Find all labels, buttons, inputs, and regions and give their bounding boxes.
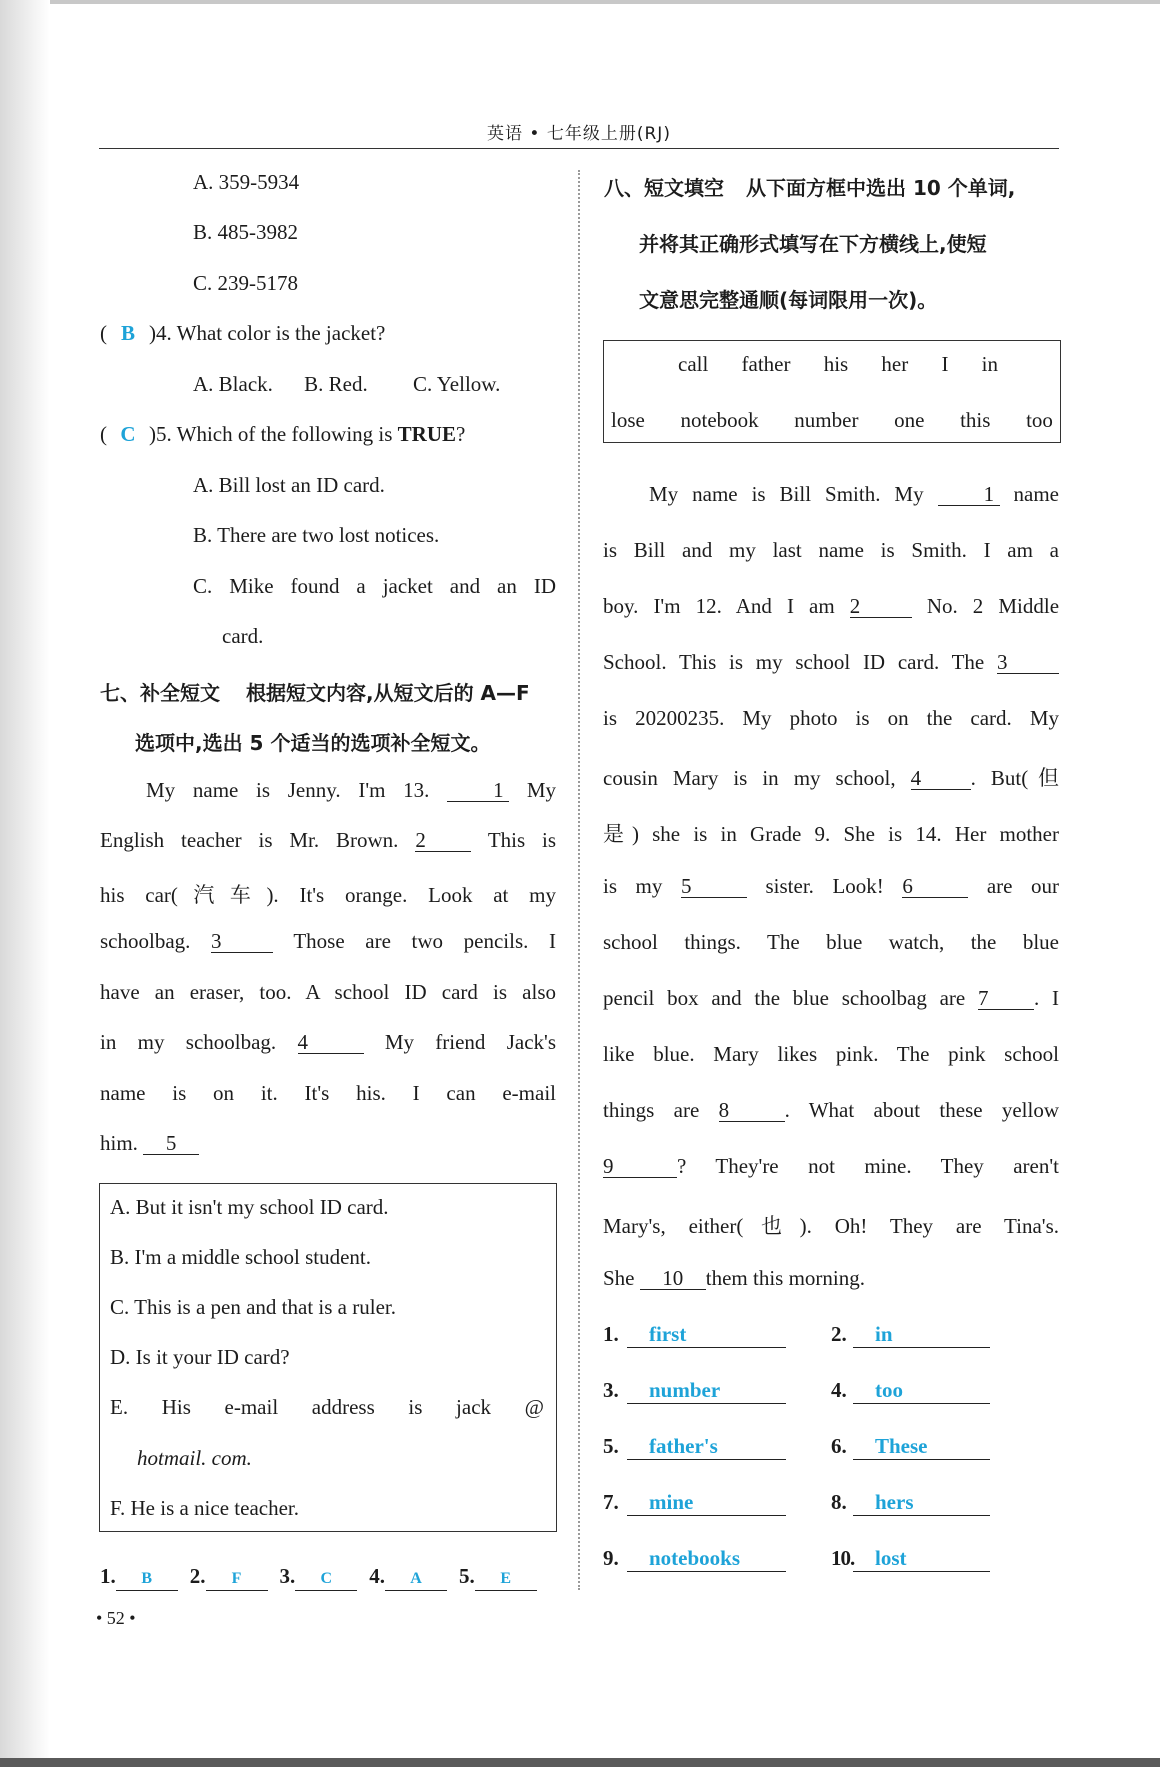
- passage8-line-7: 是) she is in Grade 9. She is 14. Her mother: [603, 822, 1059, 846]
- blank-2: 2: [415, 829, 471, 852]
- q4-option-a: A. Black.: [193, 372, 273, 396]
- word: one: [894, 408, 925, 432]
- q4-option-b: B. Red.: [304, 372, 368, 396]
- word: I: [941, 352, 949, 376]
- answer-7: mine: [627, 1490, 786, 1516]
- q5-answer: C: [120, 422, 136, 446]
- text: are our: [986, 874, 1060, 898]
- answer-8: hers: [853, 1490, 990, 1516]
- passage8-line-10: [603, 986, 1059, 1011]
- blank-4: 4: [911, 767, 971, 790]
- text: School. This is my school ID card. The: [603, 650, 985, 674]
- blank-8: 8: [719, 1099, 785, 1122]
- answer-row-1b: [831, 1322, 990, 1348]
- section8-heading: [604, 172, 1015, 201]
- blank-1: 1: [938, 483, 1000, 506]
- q4-stem: 4. What color is the jacket?: [156, 321, 386, 345]
- q4-option-c: C. Yellow.: [413, 372, 501, 396]
- passage8-line-14: Mary's, either(也). Oh! They are Tina's.: [603, 1214, 1059, 1238]
- answer-num: 9.: [603, 1546, 619, 1570]
- text: him.: [100, 1131, 138, 1155]
- q3-option-a: A. 359-5934: [193, 170, 300, 194]
- page-number: • 52 •: [96, 1608, 136, 1628]
- answer-num: 3.: [279, 1564, 296, 1588]
- text: My friend Jack's: [384, 1030, 557, 1054]
- section7-instruction-1: 根据短文内容,从短文后的 A—F: [246, 681, 530, 705]
- q5-stem-bold: TRUE: [397, 422, 457, 446]
- word: too: [1026, 408, 1053, 432]
- answer-3: number: [627, 1378, 786, 1404]
- answer-num: 3.: [603, 1378, 619, 1402]
- section8-title: 八、短文填空: [604, 176, 724, 200]
- paren-open: (: [100, 422, 107, 446]
- q4-options: [193, 372, 500, 397]
- passage8-line-5: is 20200235. My photo is on the card. My: [603, 706, 1059, 730]
- word: in: [981, 352, 998, 376]
- passage8-line-6: [603, 762, 1059, 792]
- answer-row-1: [603, 1322, 786, 1348]
- blank-5: 5: [681, 875, 747, 898]
- word: her: [881, 352, 909, 376]
- section8-instruction-2: 并将其正确形式填写在下方横线上,使短: [639, 232, 987, 256]
- option-e-cont: hotmail. com.: [137, 1446, 252, 1470]
- q5-option-c: C. Mike found a jacket and an ID: [193, 574, 556, 598]
- blank-9: 9: [603, 1155, 677, 1178]
- answer-row-4b: [831, 1490, 990, 1516]
- passage8-line-15: [603, 1266, 865, 1291]
- answer-4: A: [385, 1568, 447, 1591]
- text: . What about these yellow: [784, 1098, 1060, 1122]
- blank-6: 6: [902, 875, 968, 898]
- blank-7: 7: [978, 987, 1034, 1010]
- q4-line: [100, 321, 385, 346]
- answer-row-5b: [831, 1546, 990, 1572]
- word: call: [678, 352, 709, 376]
- passage8-line-4: [603, 650, 1059, 675]
- answer-num: 6.: [831, 1434, 847, 1458]
- option-f: F. He is a nice teacher.: [110, 1496, 299, 1520]
- passage8-line-2: is Bill and my last name is Smith. I am a: [603, 538, 1059, 562]
- section7-heading: [100, 677, 530, 706]
- text: My name is Jenny. I'm 13.: [146, 778, 430, 802]
- answer-num: 10.: [831, 1546, 855, 1570]
- passage8-line-13: [603, 1154, 1059, 1179]
- text: ? They're not mine. They aren't: [677, 1154, 1059, 1178]
- passage8-line-3: [603, 594, 1059, 619]
- blank-5: 5: [143, 1132, 199, 1155]
- text: This is: [487, 828, 557, 852]
- passage7-line-7: name is on it. It's his. I can e-mail: [100, 1081, 556, 1105]
- word: this: [960, 408, 991, 432]
- paren-close: ): [149, 321, 156, 345]
- answer-row-3: [603, 1434, 786, 1460]
- answer-row-5: [603, 1546, 786, 1572]
- answer-4: too: [853, 1378, 990, 1404]
- passage8-line-11: like blue. Mary likes pink. The pink school: [603, 1042, 1059, 1066]
- option-a: A. But it isn't my school ID card.: [110, 1195, 389, 1219]
- answer-5: father's: [627, 1434, 786, 1460]
- answer-3: C: [295, 1568, 357, 1591]
- text: sister. Look!: [765, 874, 884, 898]
- q5-line: [100, 422, 465, 447]
- blank-3: 3: [997, 651, 1059, 674]
- answer-9: notebooks: [627, 1546, 786, 1572]
- header-rule: [99, 148, 1059, 149]
- section7-title: 七、补全短文: [100, 681, 220, 705]
- answer-5: E: [475, 1568, 537, 1591]
- section8-instruction-3: 文意思完整通顺(每词限用一次)。: [639, 288, 938, 312]
- text: boy. I'm 12. And I am: [603, 594, 835, 618]
- passage8-line-8: [603, 874, 1059, 899]
- q3-option-b: B. 485-3982: [193, 220, 298, 244]
- section7-answers: [100, 1564, 537, 1591]
- passage8-line-1: [603, 482, 1059, 507]
- q3-option-c: C. 239-5178: [193, 271, 298, 295]
- text: schoolbag.: [100, 929, 191, 953]
- text: No. 2 Middle: [926, 594, 1060, 618]
- answer-num: 7.: [603, 1490, 619, 1514]
- q5-stem: 5. Which of the following is: [156, 422, 398, 446]
- top-edge: [0, 0, 1160, 4]
- blank-3: 3: [211, 930, 273, 953]
- q5-option-a: A. Bill lost an ID card.: [193, 473, 385, 497]
- word: notebook: [680, 408, 759, 432]
- answer-num: 1.: [603, 1322, 619, 1346]
- blank-2: 2: [850, 595, 912, 618]
- word-box-row-2: [611, 408, 1053, 433]
- q5-option-c-cont: card.: [222, 624, 264, 648]
- q4-answer: B: [120, 321, 135, 345]
- blank-1: 1: [447, 779, 509, 802]
- answer-num: 1.: [100, 1564, 116, 1588]
- text: name: [1013, 482, 1060, 506]
- text: them this morning.: [705, 1266, 865, 1290]
- passage7-line-4: [100, 929, 556, 954]
- answer-10: lost: [853, 1546, 990, 1572]
- passage7-line-2: [100, 828, 556, 853]
- answer-num: 2.: [189, 1564, 206, 1588]
- answer-1: first: [627, 1322, 786, 1348]
- answer-num: 2.: [831, 1322, 847, 1346]
- word: number: [794, 408, 859, 432]
- word: father: [741, 352, 791, 376]
- paren-close: ): [149, 422, 156, 446]
- passage7-line-8: [100, 1131, 199, 1156]
- text: cousin Mary is in my school,: [603, 766, 896, 790]
- word: lose: [611, 408, 645, 432]
- text: My: [526, 778, 556, 802]
- answer-2: F: [206, 1568, 268, 1591]
- answer-num: 4.: [831, 1378, 847, 1402]
- answer-num: 8.: [831, 1490, 847, 1514]
- q5-option-b: B. There are two lost notices.: [193, 523, 440, 547]
- answer-6: These: [853, 1434, 990, 1460]
- answer-row-4: [603, 1490, 786, 1516]
- section8-instruction-1: 从下面方框中选出 10 个单词,: [746, 176, 1016, 200]
- blank-4: 4: [298, 1031, 364, 1054]
- text: . I: [1034, 986, 1060, 1010]
- text: . But(但: [970, 766, 1059, 790]
- column-separator: [578, 170, 580, 1590]
- text: Those are two pencils. I: [293, 929, 557, 953]
- answer-row-3b: [831, 1434, 990, 1460]
- text: in my schoolbag.: [100, 1030, 277, 1054]
- answer-num: 4.: [369, 1564, 385, 1588]
- text: English teacher is Mr. Brown.: [100, 828, 399, 852]
- option-e: E. His e-mail address is jack @: [110, 1395, 544, 1419]
- q5-stem-suffix: ?: [456, 422, 466, 446]
- passage7-line-6: [100, 1030, 556, 1055]
- word: his: [823, 352, 849, 376]
- option-c: C. This is a pen and that is a ruler.: [110, 1295, 396, 1319]
- passage7-line-1: [100, 778, 556, 803]
- bottom-edge: [0, 1758, 1160, 1767]
- passage8-line-9: school things. The blue watch, the blue: [603, 930, 1059, 954]
- answer-1: B: [116, 1568, 178, 1591]
- passage8-line-12: [603, 1098, 1059, 1123]
- text: pencil box and the blue schoolbag are: [603, 986, 966, 1010]
- text: She: [603, 1266, 635, 1290]
- word-box-row-1: [678, 352, 998, 377]
- answer-num: 5.: [603, 1434, 619, 1458]
- running-header: 英语 • 七年级上册(RJ): [487, 124, 671, 144]
- text: My name is Bill Smith. My: [649, 482, 924, 506]
- passage7-line-5: have an eraser, too. A school ID card is also: [100, 980, 556, 1004]
- page-shadow: [0, 0, 50, 1767]
- paren-open: (: [100, 321, 107, 345]
- answer-row-2b: [831, 1378, 990, 1404]
- passage7-line-3: his car(汽车). It's orange. Look at my: [100, 883, 556, 907]
- text: is my: [603, 874, 663, 898]
- answer-num: 5.: [459, 1564, 475, 1588]
- answer-2: in: [853, 1322, 990, 1348]
- blank-10: 10: [640, 1267, 706, 1290]
- option-d: D. Is it your ID card?: [110, 1345, 290, 1369]
- section7-instruction-2: 选项中,选出 5 个适当的选项补全短文。: [135, 731, 491, 755]
- text: things are: [603, 1098, 700, 1122]
- answer-row-2: [603, 1378, 786, 1404]
- option-b: B. I'm a middle school student.: [110, 1245, 372, 1269]
